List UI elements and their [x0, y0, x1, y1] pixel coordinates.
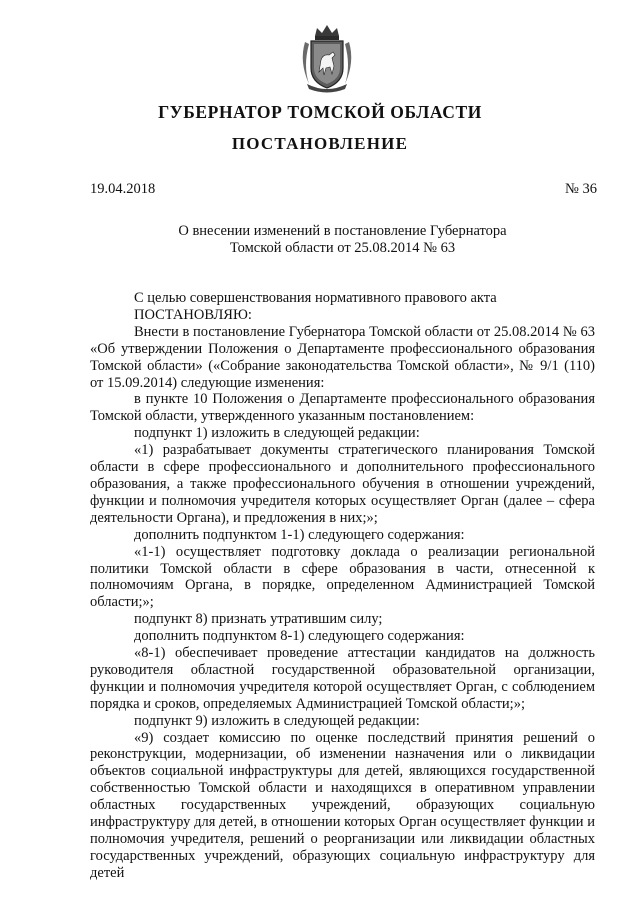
body-paragraph: дополнить подпунктом 8-1) следующего содержания: [134, 628, 465, 645]
body-paragraph: подпункт 9) изложить в следующей редакции: [134, 712, 420, 729]
body-paragraph: ПОСТАНОВЛЯЮ: [134, 306, 252, 323]
document-date: 19.04.2018 [90, 181, 156, 197]
body-paragraph: в пункте 10 Положения о Департаменте профессионального образования Томской области, утвержденного указанным постановлением: [90, 391, 595, 425]
document-number: № 36 [565, 181, 597, 197]
body-paragraph: «9) создает комиссию по оценке последствий принятия решений о реконструкции, модернизации, об изменении назначения или о ликвидации объектов социальной инфраструктуры для детей, являющихся государственной собственностью Томской области и находящихся в оперативном управлении областных государственных учреждений, образующих социальную инфраструктуру для детей, в отношении которых Орган осуществляет функции и полномочия учредителя, решений о реорганизации или ликвидации областных государственных учреждений, образующих социальную инфраструктуру для детей [90, 729, 595, 881]
body-paragraph: «1-1) осуществляет подготовку доклада о реализации региональной политики Томской области в сфере образования в части, отнесенной к полномочиям Органа, в порядке, определенном Администрацией Томской области;»; [90, 543, 595, 611]
body-paragraph: подпункт 8) признать утратившим силу; [134, 611, 383, 628]
body-paragraph: С целью совершенствования нормативного правового акта [134, 290, 497, 306]
body-paragraph: Внести в постановление Губернатора Томской области от 25.08.2014 № 63 «Об утверждении Положения о Департаменте профессионального образования Томской области» («Собрание законодательства Томской области», № 9/1 (110) от 15.09.2014) следующие изменения: [90, 323, 595, 391]
body-paragraph: «8-1) обеспечивает проведение аттестации кандидатов на должность руководителя областной государственной образовательной организации, функции и полномочия учредителя которой осуществляет Орган, с соблюдением порядка и сроков, определяемых Администрацией Томской области;»; [90, 645, 595, 712]
document-type-title: ПОСТАНОВЛЕНИЕ [231, 134, 409, 153]
document-body [90, 290, 595, 882]
tomsk-coat-of-arms-icon [297, 22, 357, 94]
body-paragraph: дополнить подпунктом 1-1) следующего содержания: [134, 526, 465, 543]
authority-title: ГУБЕРНАТОР ТОМСКОЙ ОБЛАСТИ [158, 102, 482, 122]
body-paragraph: «1) разрабатывает документы стратегического планирования Томской области в сфере профессионального и дополнительного профессионального образования, а также профессионального обучения в отношении учреждений, функции и полномочия учредителя которых осуществляет Орган (далее – сфера деятельности Органа), и предложения в них;»; [90, 442, 595, 526]
body-paragraph: подпункт 1) изложить в следующей редакции: [134, 425, 420, 442]
subject-line-2: Томской области от 25.08.2014 № 63 [229, 240, 456, 256]
subject-line-1: О внесении изменений в постановление Губернатора [178, 223, 507, 239]
